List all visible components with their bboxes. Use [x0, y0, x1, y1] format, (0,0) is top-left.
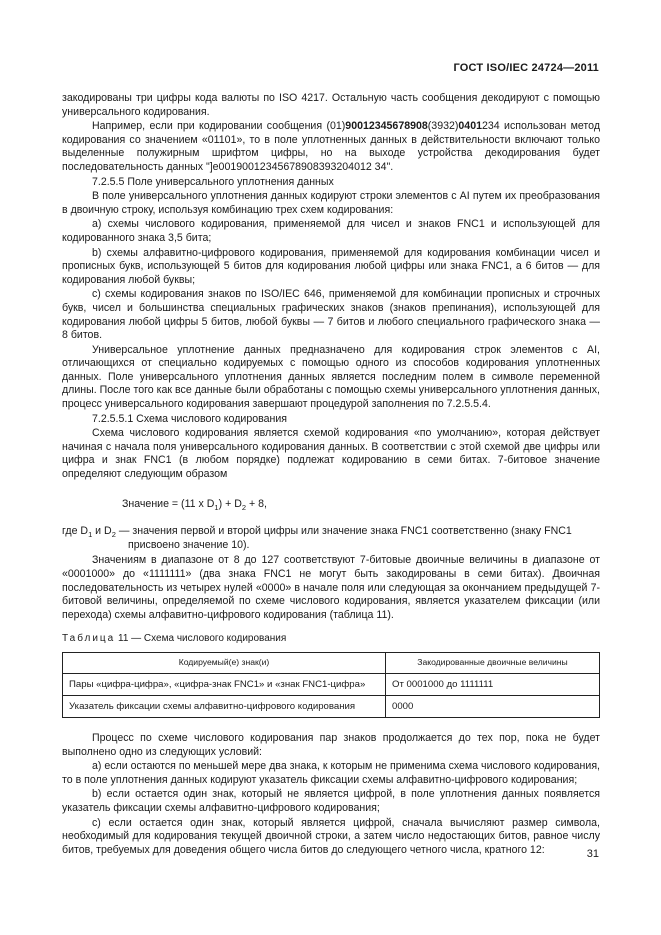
paragraph: Универсальное уплотнение данных предназначено для кодирования строк элементов с AI, отличающихся от специально кодируемых с помощью одного из способов кодирования уплотненных данных. Поле универсального уплотнения данных является последним полем в символе переменной длины. После того как все данные были обработаны с помощью схемы универсального уплотнения данных, процесс универсального кодирования завершают процедурой заполнения по 7.2.5.5.4.	[62, 343, 600, 411]
paragraph: В поле универсального уплотнения данных кодируют строки элементов с AI путем их преобразования в двоичную строку, используя комбинацию трех схем кодирования:	[62, 190, 600, 216]
table-row	[63, 673, 600, 695]
example-paragraph: Например, если при кодировании сообщения (01)90012345678908(3932)0401234 использован метод кодирования со значением «01101», то в поле уплотненных данных в действительности включают только выделенные полужирным шрифтом цифры, но на выходе устройства декодирования будет последовательность данных "]e00190012345678908393204012 34".	[62, 120, 600, 173]
table-header: Кодируемый(е) знак(и)	[63, 652, 386, 673]
table-cell: Указатель фиксации схемы алфавитно-цифрового кодирования	[63, 695, 386, 717]
formula-legend: где $D_1$ и $D_2$ — значения первой и второй цифры или значение знака FNC1 соответственно (знаку FNC1 присвоено значение 10).	[62, 525, 572, 551]
list-item: b) схемы алфавитно-цифрового кодирования, применяемой для кодирования комбинации чисел и прописных букв, использующей 5 битов для кодирования любой цифры или знака FNC1, а 6 битов — для кодирования любой буквы;	[62, 246, 600, 286]
list-item: c) если остается один знак, который является цифрой, сначала вычисляют размер символа, необходимый для кодирования текущей двоичной строки, а затем число недостающих битов, равное числу битов, требуемых для доведения общего числа битов до следующего четного числа, кратного 12:	[62, 816, 600, 856]
list-item: a) если остаются по меньшей мере два знака, к которым не применима схема числового кодирования, то в поле уплотнения данных кодируют указатель фиксации схемы алфавитно-цифрового кодирования;	[62, 760, 600, 786]
table-caption: Таблица 11 — Схема числового кодирования	[62, 633, 287, 645]
table-header: Закодированные двоичные величины	[386, 652, 600, 673]
numeric-encoding-table	[62, 652, 600, 718]
list-item: a) схемы числового кодирования, применяемой для чисел и знаков FNC1 и использующей для кодированного знака 3,5 бита;	[62, 218, 600, 244]
table-cell: От 0001000 до 1111111	[386, 673, 600, 695]
table-cell: 0000	[386, 695, 600, 717]
section-heading: 7.2.5.5 Поле универсального уплотнения данных	[92, 175, 334, 188]
page-body	[62, 92, 600, 858]
bold-digits: 0401	[458, 120, 482, 133]
paragraph: Процесс по схеме числового кодирования пар знаков продолжается до тех пор, пока не будет выполнено одно из следующих условий:	[62, 731, 600, 758]
standard-header: ГОСТ ISO/IEC 24724—2011	[453, 62, 599, 74]
table-header-row	[63, 652, 600, 673]
table-cell: Пары «цифра-цифра», «цифра-знак FNC1» и «знак FNC1-цифра»	[63, 673, 386, 695]
formula: Значение = (11 x $D_1) + D_2 + 8$,	[122, 497, 267, 512]
table-row	[63, 695, 600, 717]
paragraph: Значениям в диапазоне от 8 до 127 соответствуют 7-битовые двоичные величины в диапазоне от «0001000» до «1111111» (два знака FNC1 не могут быть закодированы в семи битах). Двоичная последовательность из четырех нулей «0000» в начале поля или следующая за окончанием предыдущей 7-битовой величины, определяемой по схеме числового кодирования, является указателем фиксации (или перехода) схемы алфавитно-цифрового кодирования (таблица 11).	[62, 554, 600, 621]
section-heading: 7.2.5.5.1 Схема числового кодирования	[92, 412, 288, 425]
paragraph: Схема числового кодирования является схемой кодирования «по умолчанию», которая действует начиная с начала поля универсального кодирования данных. В соответствии с этой схемой две цифры или цифра и знак FNC1 (в любом порядке) подлежат кодированию в семи битах. 7-битовое значение определяют следующим образом	[62, 427, 600, 481]
list-item: c) схемы кодирования знаков по ISO/IEC 646, применяемой для комбинации прописных и строчных букв, чисел и большинства специальных графических знаков (знаков препинания), использующей для кодирования любой цифры 5 битов, любой буквы — 7 битов и любого специального графического знака — 8 битов.	[62, 288, 600, 342]
paragraph: закодированы три цифры кода валюты по ISO 4217. Остальную часть сообщения декодируют с помощью универсального кодирования.	[62, 92, 600, 118]
bold-digits: 90012345678908	[345, 120, 428, 133]
list-item: b) если остается один знак, который не является цифрой, в поле уплотнения данных появляется указатель фиксации схемы алфавитно-цифрового кодирования;	[62, 788, 600, 814]
page-number: 31	[586, 848, 599, 860]
